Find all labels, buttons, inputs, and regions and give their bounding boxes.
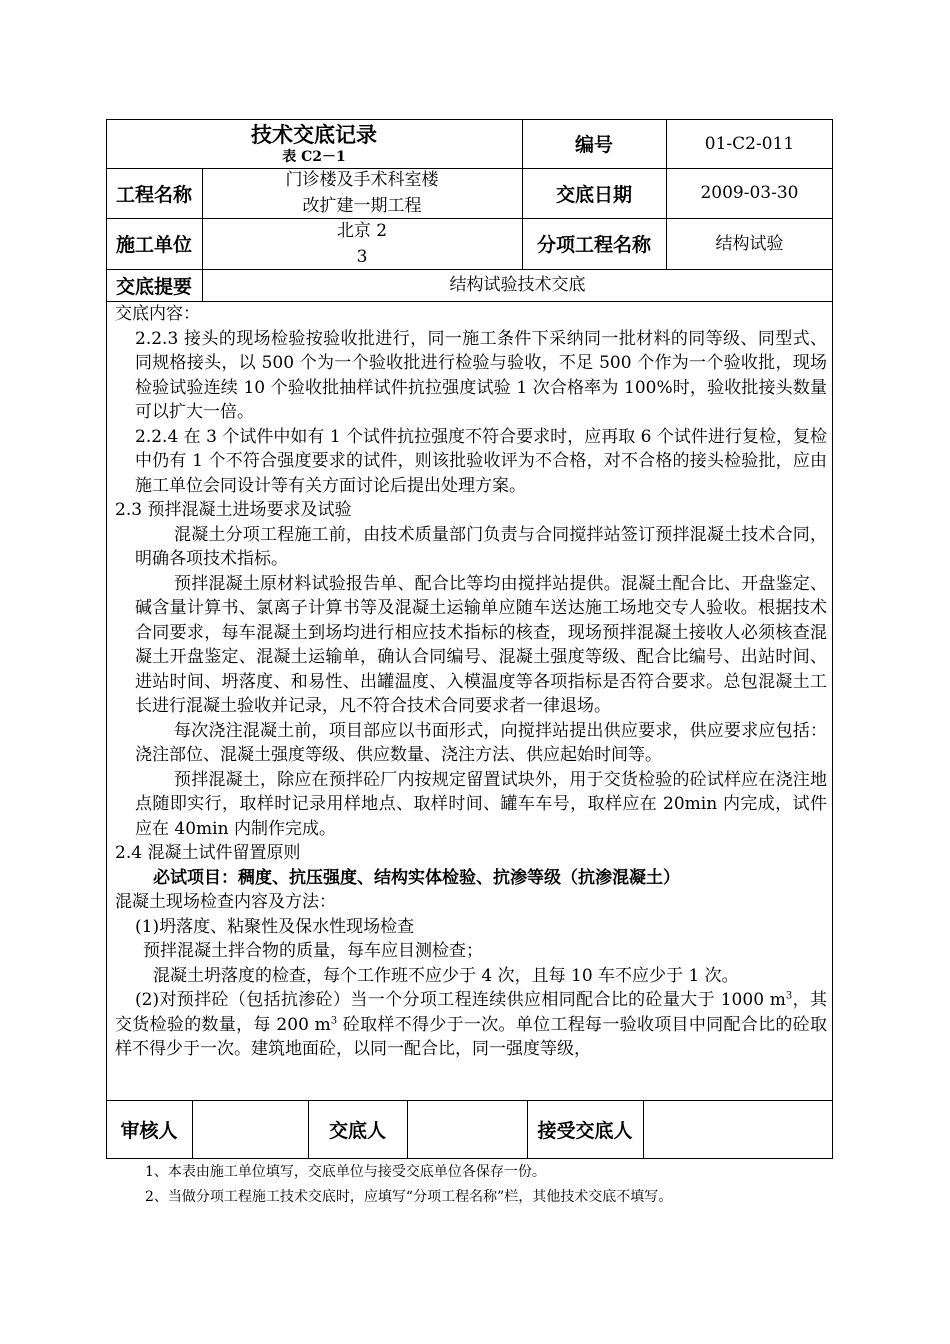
content-paragraph: 预拌混凝土，除应在预拌砼厂内按规定留置试块外，用于交货检验的砼试样应在浇注地点随即实行，取样时记录用样地点、取样时间、罐车车号，取样应在 20min 内完成，试件应在 40min 内制作完成。	[135, 769, 827, 839]
code-label: 编号	[574, 134, 613, 156]
list-item	[115, 988, 827, 1062]
receiver-signature-field[interactable]	[643, 1100, 833, 1159]
contractor-line: 北京 2	[336, 220, 388, 241]
content-paragraph: 预拌混凝土原材料试验报告单、配合比等均由搅拌站提供。混凝土配合比、开盘鉴定、碱含量计算书、氯离子计算书等及混凝土运输单应随车送达施工场地交专人验收。根据技术合同要求，每车混凝土到场均进行相应技术指标的核查，现场预拌混凝土接收人必须核查混凝土开盘鉴定、混凝土运输单，确认合同编号、混凝土强度等级、配合比编号、出站时间、进站时间、坍落度、和易性、出罐温度、入模温度等各项指标是否符合要求。总包混凝土工长进行混凝土验收并记录，凡不符合技术合同要求者一律退场。	[135, 573, 827, 716]
form-number: 表 C2－1	[282, 148, 346, 165]
superscript: 3	[785, 990, 793, 1002]
list-item-text: ，其交货检验的数量，每 200 m	[115, 990, 828, 1035]
reviewer-signature-field[interactable]	[192, 1100, 308, 1159]
list-item-detail: 混凝土坍落度的检查，每个工作班不应少于 4 次，且每 10 车不应少于 1 次。	[153, 965, 739, 986]
subproject-value: 结构试验	[715, 233, 784, 254]
subproject-label: 分项工程名称	[536, 234, 651, 256]
content-paragraph: 混凝土分项工程施工前，由技术质量部门负责与合同搅拌站签订预拌混凝土技术合同，明确各项技术指标。	[135, 524, 827, 569]
form-title: 技术交底记录	[251, 121, 377, 147]
disclosure-content	[115, 302, 827, 1062]
summary-value: 结构试验技术交底	[449, 275, 586, 295]
list-item: (1)坍落度、粘聚性及保水性现场检查	[135, 916, 415, 937]
footnote: 1、本表由施工单位填写，交底单位与接受交底单位各保存一份。	[145, 1164, 546, 1180]
required-items: 必试项目：稠度、抗压强度、结构实体检验、抗渗等级（抗渗混凝土）	[153, 867, 680, 888]
contractor-line: 3	[356, 246, 368, 267]
project-name-line: 改扩建一期工程	[302, 196, 422, 216]
content-paragraph: 2.2.3 接头的现场检验按验收批进行，同一施工条件下采纳同一批材料的同等级、同型式、同规格接头，以 500 个为一个验收批进行检验与验收，不足 500 个作为一个验收批，现场检验试验连续 10 个验收批抽样试件抗拉强度试验 1 次合格率为 100%时，验收批接头数量可以扩大一倍。	[135, 328, 827, 422]
date-label: 交底日期	[555, 183, 632, 206]
content-intro: 交底内容：	[115, 304, 200, 324]
date-value: 2009-03-30	[700, 183, 799, 203]
list-item-detail: 预拌混凝土拌合物的质量，每车应目测检查；	[143, 941, 483, 961]
content-paragraph: 每次浇注混凝土前，项目部应以书面形式，向搅拌站提出供应要求，供应要求应包括：浇注部位、混凝土强度等级、供应数量、浇注方法、供应起始时间等。	[135, 720, 827, 765]
list-item-text: (2)对预拌砼（包括抗渗砼）当一个分项工程连续供应相同配合比的砼量大于 1000 m	[135, 990, 786, 1010]
contractor-label: 施工单位	[115, 234, 192, 256]
section-heading: 2.4 混凝土试件留置原则	[115, 843, 301, 863]
content-paragraph: 2.2.4 在 3 个试件中如有 1 个试件抗拉强度不符合要求时，应再取 6 个试件进行复检，复检中仍有 1 个不符合强度要求的试件，则该批验收评为不合格，对不合格的接头检验批，应由施工单位会同设计等有关方面讨论后提出处理方案。	[135, 426, 827, 496]
method-heading: 混凝土现场检查内容及方法：	[115, 892, 336, 912]
project-name-label: 工程名称	[115, 183, 192, 206]
superscript: 3	[330, 1014, 338, 1026]
discloser-signature-field[interactable]	[407, 1100, 527, 1159]
code-value: 01-C2-011	[704, 133, 795, 154]
receiver-label: 接受交底人	[537, 1120, 633, 1142]
discloser-label: 交底人	[328, 1120, 386, 1142]
reviewer-label: 审核人	[120, 1120, 178, 1142]
project-name-value	[202, 168, 522, 218]
summary-label: 交底提要	[115, 275, 192, 298]
form-title-cell	[106, 119, 522, 168]
footnote: 2、当做分项工程施工技术交底时，应填写“分项工程名称”栏，其他技术交底不填写。	[145, 1189, 673, 1205]
project-name-line: 门诊楼及手术科室楼	[285, 170, 439, 190]
section-heading: 2.3 预拌混凝土进场要求及试验	[115, 500, 352, 520]
contractor-value	[202, 218, 522, 269]
list-item-text: 砼取样不得少于一次。单位工程每一验收项目中同配合比的砼取样不得少于一次。建筑地面砼，以同一配合比，同一强度等级，	[115, 1014, 827, 1059]
